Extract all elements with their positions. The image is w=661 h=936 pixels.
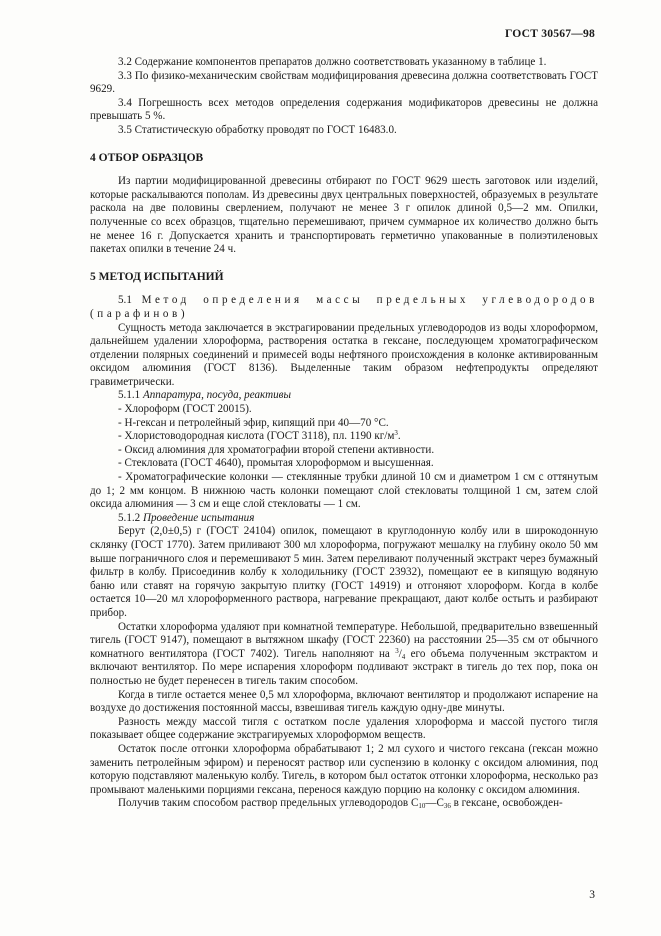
- document-body: [90, 56, 598, 811]
- subsection-5-1-1-name: Аппаратура, посуда, реактивы: [142, 389, 291, 402]
- subsection-5-1-name: Метод определения массы предельных углеводородов (парафинов): [90, 294, 598, 320]
- paragraph-3-5: 3.5 Статистическую обработку проводят по ГОСТ 16483.0.: [118, 123, 397, 136]
- section-4-heading: 4 ОТБОР ОБРАЗЦОВ: [90, 151, 204, 164]
- subsection-5-1-1-title: [90, 389, 598, 403]
- section-4-text: Из партии модифицированной древесины отбирают по ГОСТ 9629 шесть заготовок или изделий, которые раскалываются пополам. Из древесины двух центральных поверхностей, образуемых в результате раскола на две половины сверлением, получают не менее 3 г опилок длиной 0,5—2 мм. Опилки, полученные со всех образцов, тщательно перемешивают, причем суммарное их количество должно быть не менее 16 г. Допускается хранить и транспортировать герметично упакованные в полиэтиленовых пакетах опилки в течение 24 ч.: [90, 175, 598, 256]
- procedure-paragraph: Остаток после отгонки хлороформа обрабатывают 1; 2 мл сухого и чистого гексана (гексан можно заменить петролейным эфиром) и переносят раствор или суспензию в колонку с оксидом алюминия, под которую подставляют маленькую колбу. Тигель, в котором был остаток отгонки хлороформа, несколько раз промывают маленькими порциями гексана, перенося каждую порцию на колонку с оксидом алюминия.: [90, 742, 598, 796]
- procedure-paragraph: Остатки хлороформа удаляют при комнатной температуре. Небольшой, предварительно взвешенный тигель (ГОСТ 9147), помещают в вытяжном шкафу (ГОСТ 22360) на расстоянии 25—35 см от обычного комнатного вентилятора (ГОСТ 7402). Тигель наполняют на $^3/_4$ его объема полученным экстрактом и включают вентилятор. По мере испарения хлороформ подливают экстракт в тигель до тех пор, пока он полностью не будет перенесен в тигель таким способом.: [90, 620, 598, 687]
- page-number: 3: [589, 889, 595, 901]
- subsection-5-1-2-number: 5.1.2: [118, 511, 141, 524]
- procedure-paragraph: Получив таким способом раствор предельных углеводородов $С_{10}—С_{36}$ в гексане, освобожден-: [118, 797, 563, 811]
- procedure-paragraph: Когда в тигле остается менее 0,5 мл хлороформа, включают вентилятор и продолжают испарение на воздухе до достижения постоянной массы, взвешивая тигель каждую одну-две минуты.: [90, 688, 598, 715]
- reagents-list: [90, 403, 598, 512]
- subsection-5-1-2-title: [90, 512, 598, 526]
- subsection-5-1-1-number: 5.1.1: [118, 389, 141, 402]
- method-description: Сущность метода заключается в экстрагировании предельных углеводородов из воды хлороформом, дальнейшем удалении хлороформа, растворения остатка в гексане, последующем хроматографическом отделении полярных соединений и примесей воды нефтяного происхождения в колонке активированным оксидом алюминия (ГОСТ 8136). Выделенные таким образом нефтепродукты определяют гравиметрически.: [90, 321, 598, 388]
- list-item: - Н-гексан и петролейный эфир, кипящий при 40—70 °С.: [118, 416, 389, 429]
- list-item: - Хроматографические колонки — стеклянные трубки длиной 10 см и диаметром 1 см с оттянутым до 1; 2 мм концом. В нижнюю часть колонки помещают слой стекловаты толщиной 1 см, затем слой оксида алюминия — 3 см и еще слой стекловаты — 1 см.: [90, 471, 598, 511]
- paragraph-3-4: 3.4 Погрешность всех методов определения содержания модификаторов древесины не должна превышать 5 %.: [90, 96, 598, 123]
- paragraph-3-3: 3.3 По физико-механическим свойствам модифицирования древесина должна соответствовать ГОСТ 9629.: [90, 69, 598, 96]
- list-item: - Хлороформ (ГОСТ 20015).: [118, 403, 252, 416]
- list-item: - Стекловата (ГОСТ 4640), промытая хлороформом и высушенная.: [118, 457, 434, 470]
- subsection-5-1-title: [90, 294, 598, 321]
- subsection-5-1-number: 5.1: [118, 294, 132, 307]
- list-item: - Оксид алюминия для хроматографии второй степени активности.: [118, 443, 435, 456]
- procedure-paragraph: Берут (2,0±0,5) г (ГОСТ 24104) опилок, помещают в круглодонную колбу или в широкодонную склянку (ГОСТ 1770). Затем приливают 300 мл хлороформа, погружают мешалку на глубину около 50 мм выше пограничного слоя и перемешивают 5 мин. Затем переливают полученный экстракт через бумажный фильтр в колбу. Присоединив колбу к холодильнику (ГОСТ 23932), помещают ее в кипящую водяную баню или ставят на горячую закрытую плитку (ГОСТ 14919) и отгоняют хлороформ. Когда в колбе остается 10—20 мл хлороформенного раствора, нагревание прекращают, дают колбе остыть и разбирают прибор.: [90, 525, 598, 619]
- procedure-paragraph: Разность между массой тигля с остатком после удаления хлороформа и массой пустого тигля показывает общее содержание экстрагируемых хлороформом веществ.: [90, 715, 598, 742]
- section-5-heading: 5 МЕТОД ИСПЫТАНИЙ: [90, 270, 224, 283]
- list-item: - Хлористоводородная кислота (ГОСТ 3118), пл. 1190 $кг/м^3$.: [118, 429, 401, 443]
- document-header: ГОСТ 30567—98: [504, 27, 595, 40]
- paragraph-3-2: 3.2 Содержание компонентов препаратов должно соответствовать указанному в таблице 1.: [118, 56, 547, 68]
- subsection-5-1-2-name: Проведение испытания: [142, 511, 255, 524]
